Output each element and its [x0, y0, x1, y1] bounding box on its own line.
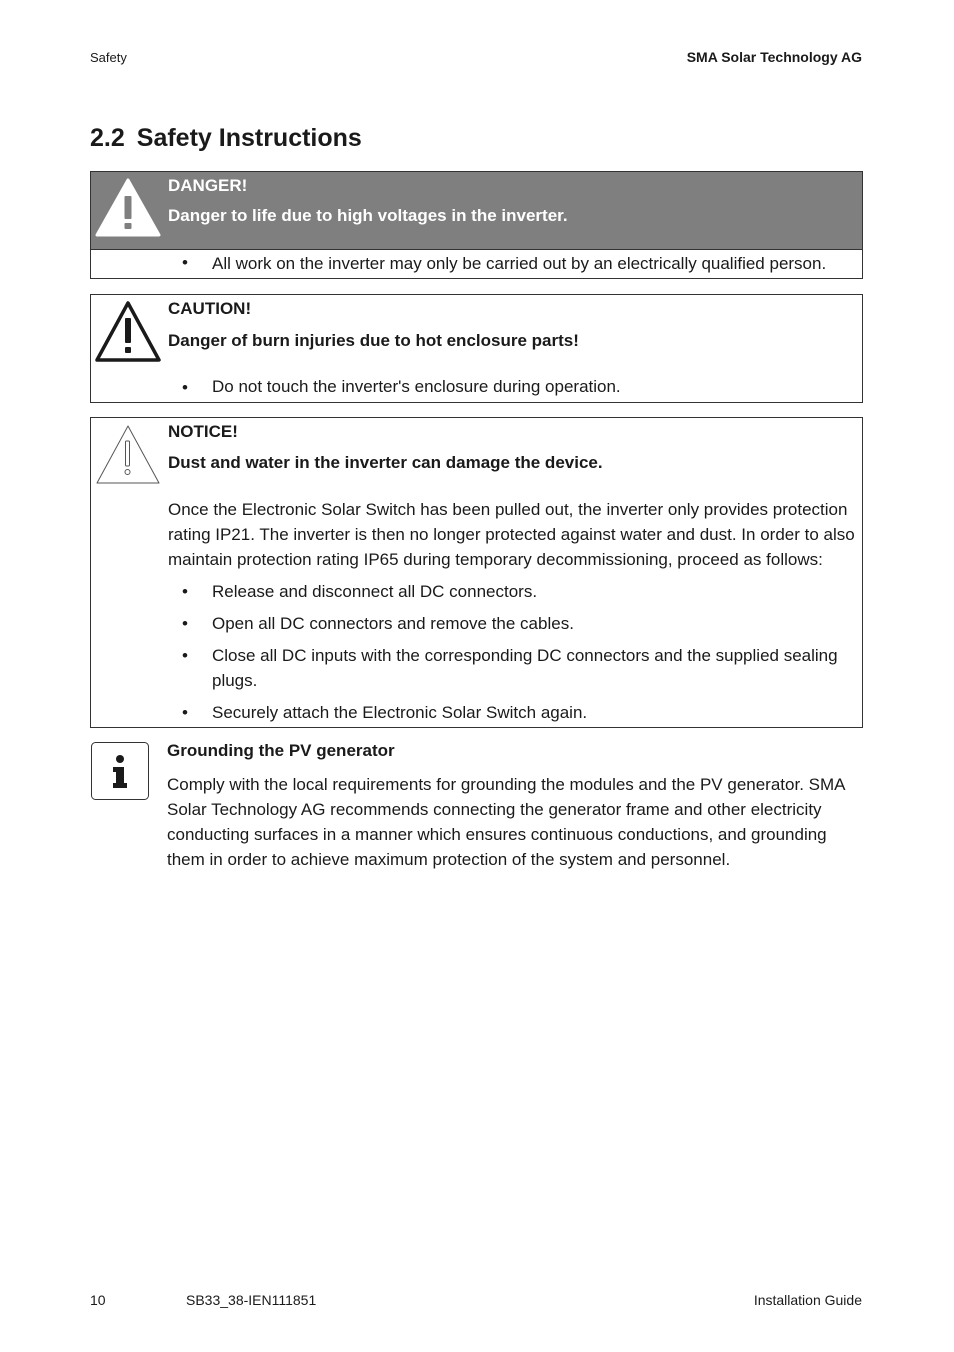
danger-box — [90, 171, 863, 279]
section-title: Safety Instructions — [136, 124, 362, 152]
section-number: 2.2 — [90, 124, 125, 152]
info-title: Grounding the PV generator — [167, 741, 395, 760]
danger-bullet-1: All work on the inverter may only be carried out by an electrically qualified person. — [212, 254, 827, 273]
notice-paragraph: Once the Electronic Solar Switch has been pulled out, the inverter only provides protection rating IP21. The inverter is then no longer protected against water and dust. In order to also maintain protection rating IP65 during temporary decommissioning, proceed as follows: — [168, 500, 855, 569]
info-body: Comply with the local requirements for grounding the modules and the PV generator. SMA Solar Technology AG recommends connecting the generator frame and other electricity conducting surfaces in a manner which ensures continuous conductions, and grounding them in order to achieve maximum protection of the system and personnel. — [167, 775, 845, 869]
running-header-company: SMA Solar Technology AG — [686, 49, 862, 65]
bullet-marker: • — [182, 703, 188, 722]
notice-box — [90, 417, 863, 728]
footer-page-number: 10 — [90, 1292, 106, 1308]
warning-triangle-icon — [94, 175, 162, 239]
notice-triangle-icon — [94, 421, 162, 487]
bullet-marker: • — [182, 646, 188, 665]
bullet-marker: • — [182, 253, 188, 272]
caution-triangle-icon — [94, 298, 162, 364]
bullet-marker: • — [182, 614, 188, 633]
danger-label: DANGER! — [168, 176, 248, 195]
bullet-marker: • — [182, 582, 188, 601]
caution-bullet-1: Do not touch the inverter's enclosure during operation. — [212, 377, 621, 396]
footer-document-type: Installation Guide — [753, 1292, 862, 1308]
bullet-marker: • — [182, 378, 188, 397]
footer-document-id: SB33_38-IEN111851 — [186, 1292, 317, 1308]
notice-headline: Dust and water in the inverter can damage the device. — [168, 453, 603, 472]
section-heading — [90, 124, 362, 153]
running-header-section: Safety — [90, 50, 127, 65]
caution-headline: Danger of burn injuries due to hot enclosure parts! — [168, 331, 579, 350]
danger-header — [91, 172, 862, 250]
notice-bullet-2: Open all DC connectors and remove the cables. — [212, 614, 574, 633]
danger-headline: Danger to life due to high voltages in the inverter. — [168, 206, 568, 225]
notice-bullet-3: Close all DC inputs with the corresponding DC connectors and the supplied sealing plugs. — [212, 646, 838, 690]
info-icon — [91, 742, 149, 800]
notice-label: NOTICE! — [168, 422, 238, 441]
notice-bullet-4: Securely attach the Electronic Solar Switch again. — [212, 703, 588, 722]
notice-bullet-1: Release and disconnect all DC connectors. — [212, 582, 538, 601]
caution-label: CAUTION! — [168, 299, 252, 318]
caution-box — [90, 294, 863, 403]
